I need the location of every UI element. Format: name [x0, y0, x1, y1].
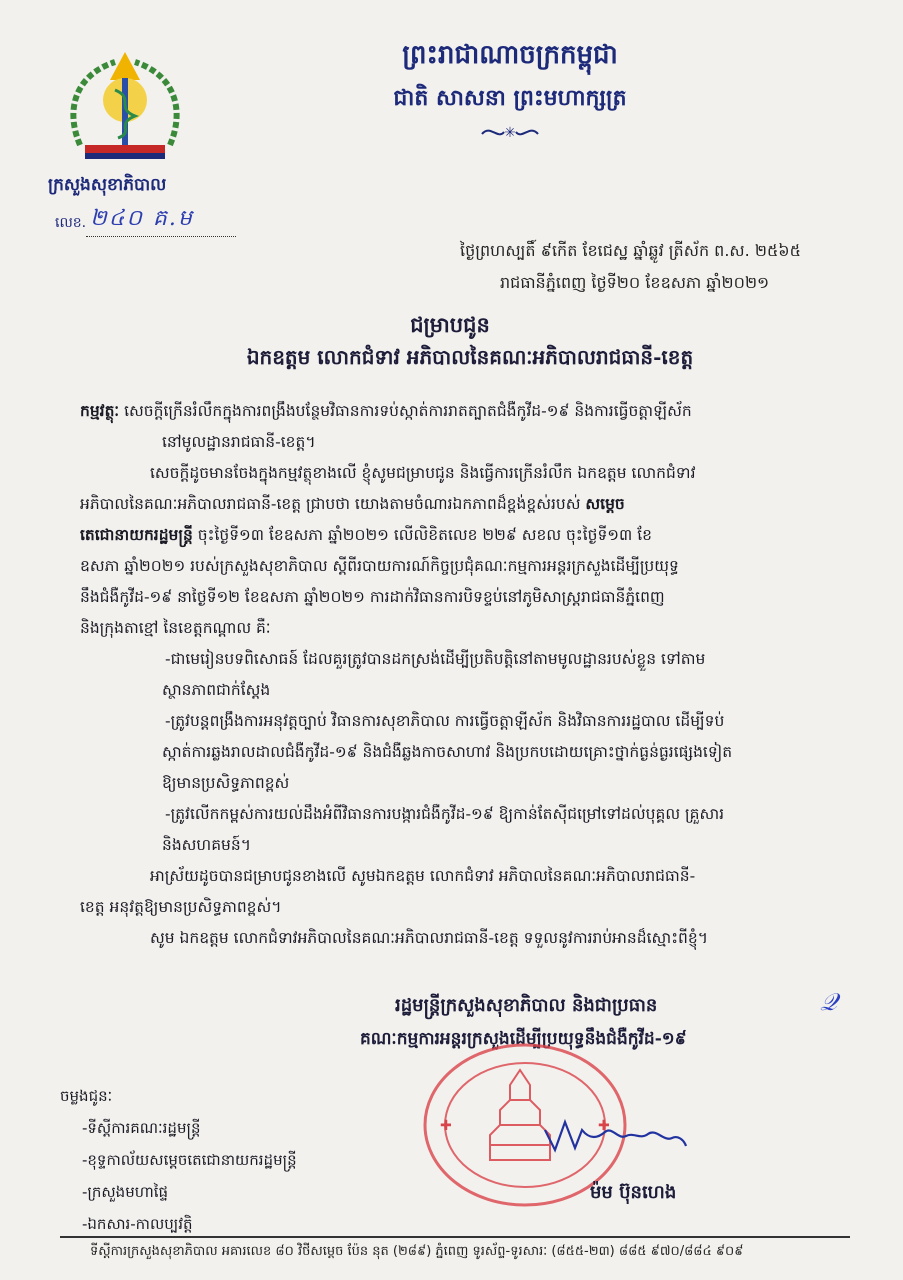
para1-b-bold: សម្តេច [585, 495, 625, 513]
cc-block [60, 1080, 297, 1240]
signer-title-1: រដ្ឋមន្ត្រីក្រសួងសុខាភិបាល និងជាប្រធាន [395, 995, 658, 1016]
svg-text:✚: ✚ [440, 1118, 452, 1134]
national-motto: ជាតិ សាសនា ព្រះមហាក្សត្រ [393, 85, 627, 111]
closing: សូម ឯកឧត្តម លោកជំទាវអភិបាលនៃគណៈអភិបាលរាជធានី-ខេត្ត ទទួលនូវការរាប់អានដ៏ស្មោះពីខ្ញុំ។ [150, 929, 708, 947]
svg-text:✚: ✚ [598, 1118, 610, 1134]
para1-b [80, 489, 840, 520]
footer-divider [60, 1236, 850, 1238]
list-item: -ជាមេរៀនបទពិសោធន៍ ដែលគួរត្រូវបានដកស្រង់ដើម្បីប្រតិបត្តិនៅតាមមូលដ្ឋានរបស់ខ្លួន ទៅតាម [165, 650, 706, 668]
salutation: ជម្រាបជូន [410, 312, 490, 337]
para1-f: និងក្រុងតាខ្មៅ នៃខេត្តកណ្តាល គឺៈ [80, 619, 271, 637]
subject-line [80, 395, 840, 427]
cc-label: ចម្លងជូនៈ [60, 1087, 113, 1105]
list-item-cont: ស្ថានភាពជាក់ស្តែង [162, 681, 271, 699]
signer-name: ម៉ម ប៊ុនហេង [590, 1182, 677, 1203]
para1-c [80, 520, 840, 551]
svg-text:✳: ✳ [504, 125, 516, 141]
footer-address: ទីស្តីការក្រសួងសុខាភិបាល អគារលេខ ៨០ វិថីសម្តេច ប៉ែន នុត (២៨៩) ភ្នំពេញ ទូរស័ព្ទ-ទូរសារៈ (៨៥៥-២៣) ៨៨៥ ៩៧០/៨៨៤ ៩០៩ [90, 1244, 744, 1259]
ref-prefix: លេខ. [55, 215, 87, 231]
subject-text: សេចក្តីក្រើនរំលឹកក្នុងការពង្រឹងបន្ថែមវិធានការទប់ស្កាត់ការរាតត្បាតជំងឺកូវីដ-១៩ និងការធ្វើចត្តាឡីស័ក [124, 402, 692, 420]
para2-b: ខេត្ត អនុវត្តឱ្យមានប្រសិទ្ធភាពខ្ពស់។ [80, 898, 282, 916]
subject-label: កម្មវត្ថុៈ [80, 401, 120, 420]
ministry-logo-icon [60, 50, 190, 170]
letter-body [80, 395, 840, 954]
list-item-cont: ស្កាត់ការឆ្លងរាលដាលជំងឺកូវីដ-១៩ និងជំងឺឆ្លងកាចសាហាវ និងប្រកបដោយគ្រោះថ្នាក់ធ្ងន់ធ្ងរផ្សេងទៀត [162, 743, 733, 761]
ref-handwritten: ២៤០ គ.ម [90, 206, 194, 231]
list-item: -ត្រូវបន្តពង្រឹងការអនុវត្តច្បាប់ វិធានការសុខាភិបាល ការធ្វើចត្តាឡីស័ក និងវិធានការរដ្ឋបាល ដើម្បីទប់ [165, 712, 725, 730]
para1-c-text: ចុះថ្ងៃទី១៣ ខែឧសភា ឆ្នាំ២០២១ លើលិខិតលេខ ២២៩ សខល ចុះថ្ងៃទី១៣ ខែ [197, 526, 652, 544]
solar-date: រាជធានីភ្នំពេញ ថ្ងៃទី២០ ខែឧសភា ឆ្នាំ២០២១ [500, 273, 770, 292]
recipient: ឯកឧត្តម លោកជំទាវ អភិបាលនៃគណៈអភិបាលរាជធានី-ខេត្ត [246, 345, 694, 369]
para1-a: សេចក្តីដូចមានចែងក្នុងកម្មវត្ថុខាងលើ ខ្ញុំសូមជម្រាបជូន និងធ្វើការក្រើនរំលឹក ឯកឧត្តម លោកជំទាវ [150, 464, 696, 482]
reference-number [55, 206, 236, 239]
cc-item: -ឯកសារ-កាលប្បវត្តិ [82, 1215, 193, 1233]
list-item: -ត្រូវលើកកម្ពស់ការយល់ដឹងអំពីវិធានការបង្ការជំងឺកូវីដ-១៩ ឱ្យកាន់តែស៊ីជម្រៅទៅដល់បុគ្គល គ្រួសារ [165, 805, 725, 823]
signer-title-2: គណៈកម្មការអន្តរក្រសួងដើម្បីប្រយុទ្ធនឹងជំងឺកូវីដ-១៩ [360, 1029, 687, 1049]
subject-cont: នៅមូលដ្ឋានរាជធានី-ខេត្ត។ [162, 433, 316, 451]
ornament-icon [480, 122, 540, 142]
para1-d: ឧសភា ឆ្នាំ២០២១ របស់ក្រសួងសុខាភិបាល ស្តីពីរបាយការណ៍កិច្ចប្រជុំគណៈកម្មការអន្តរក្រសួងដើម្បីប្រយុទ្ធ [80, 557, 679, 575]
para1-e: នឹងជំងឺកូវីដ-១៩ នាថ្ងៃទី១២ ខែឧសភា ឆ្នាំ២០២១ ការដាក់វិធានការបិទខ្ទប់នៅភូមិសាស្ត្ររាជធានីភ្នំពេញ [80, 588, 665, 606]
para2-a: អាស្រ័យដូចបានជម្រាបជូនខាងលើ សូមឯកឧត្តម លោកជំទាវ អភិបាលនៃគណៈអភិបាលរាជធានី- [150, 867, 696, 885]
list-item-cont: ឱ្យមានប្រសិទ្ធភាពខ្ពស់ [162, 774, 290, 792]
ministry-name: ក្រសួងសុខាភិបាល [48, 175, 167, 195]
handwritten-signature-icon [540, 1110, 690, 1160]
para1-b-text: អភិបាលនៃគណៈអភិបាលរាជធានី-ខេត្ត ជ្រាបថា យោងតាមចំណារឯកភាពដ៏ខ្ពង់ខ្ពស់របស់ [80, 495, 581, 513]
kingdom-title: ព្រះរាជាណាចក្រកម្ពុជា [402, 40, 618, 70]
cc-item: -ខុទ្ទកាល័យសម្តេចតេជោនាយករដ្ឋមន្ត្រី [82, 1151, 297, 1169]
list-item-cont: និងសហគមន៍។ [162, 836, 251, 854]
cc-item: -ក្រសួងមហាផ្ទៃ [82, 1183, 169, 1201]
handwritten-initials: 𝒬 [820, 988, 838, 1016]
para1-c-bold: តេជោនាយករដ្ឋមន្ត្រី [80, 526, 193, 544]
cc-item: -ទីស្តីការគណៈរដ្ឋមន្ត្រី [82, 1119, 201, 1137]
lunar-date: ថ្ងៃព្រហស្បតិ៍ ៩កើត ខែជេស្ឋ ឆ្នាំឆ្លូវ ត្រីស័ក ព.ស. ២៥៦៥ [460, 241, 801, 260]
